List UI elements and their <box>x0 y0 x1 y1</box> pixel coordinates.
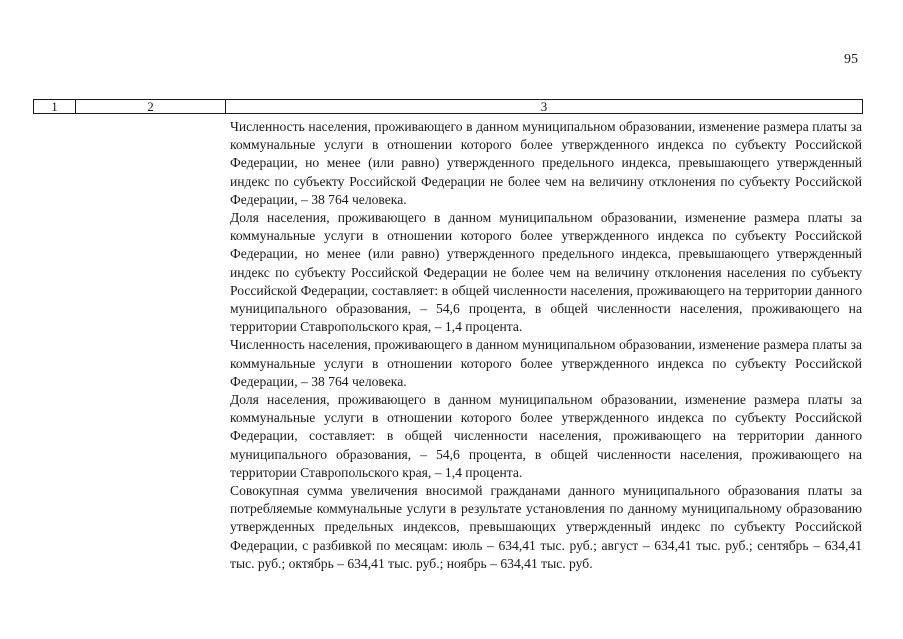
paragraph: Численность населения, проживающего в данном муниципальном образовании, изменение размера платы за коммунальные услуги в отношении которого более утвержденного индекса по субъекту Российской Федерации, – 38 764 человека. <box>230 337 862 389</box>
paragraph: Доля населения, проживающего в данном муниципальном образовании, изменение размера платы за коммунальные услуги в отношении которого более утвержденного индекса по субъекту Российской Федерации, составляет: в общей численности населения, проживающего на территории данного муниципального образования, – 54,6 процента, в общей численности населения, проживающего на территории Ставропольского края, – 1,4 процента. <box>230 392 862 480</box>
paragraph: Численность населения, проживающего в данном муниципальном образовании, изменение размера платы за коммунальные услуги в отношении которого более утвержденного индекса по субъекту Российской Федерации, но менее (или равно) утвержденного предельного индекса, превышающего утвержденный индекс по субъекту Российской Федерации не более чем на величину отклонения по субъекту Российской Федерации, – 38 764 человека. <box>230 119 862 207</box>
column-header-1: 1 <box>34 100 76 114</box>
page-number: 95 <box>844 52 858 67</box>
column-header-row <box>34 100 863 114</box>
paragraph: Совокупная сумма увеличения вносимой гражданами данного муниципального образования платы за потребляемые коммунальные услуги в результате установления по данному муниципальному образованию утвержденных предельных индексов, превышающих утвержденный индекс по субъекту Российской Федерации, с разбивкой по месяцам: июль – 634,41 тыс. руб.; август – 634,41 тыс. руб.; сентябрь – 634,41 тыс. руб.; октябрь – 634,41 тыс. руб.; ноябрь – 634,41 тыс. руб. <box>230 483 862 571</box>
paragraph: Доля населения, проживающего в данном муниципальном образовании, изменение размера платы за коммунальные услуги в отношении которого более утвержденного индекса по субъекту Российской Федерации, но менее (или равно) утвержденного предельного индекса, превышающего утвержденный индекс по субъекту Российской Федерации не более чем на величину отклонения населения по субъекту Российской Федерации, составляет: в общей численности населения, проживающего на территории данного муниципального образования, – 54,6 процента, в общей численности населения, проживающего на территории Ставропольского края, – 1,4 процента. <box>230 210 862 335</box>
column-header-table <box>33 99 863 114</box>
column-header-3: 3 <box>226 100 863 114</box>
document-body <box>230 118 862 573</box>
column-header-2: 2 <box>76 100 226 114</box>
